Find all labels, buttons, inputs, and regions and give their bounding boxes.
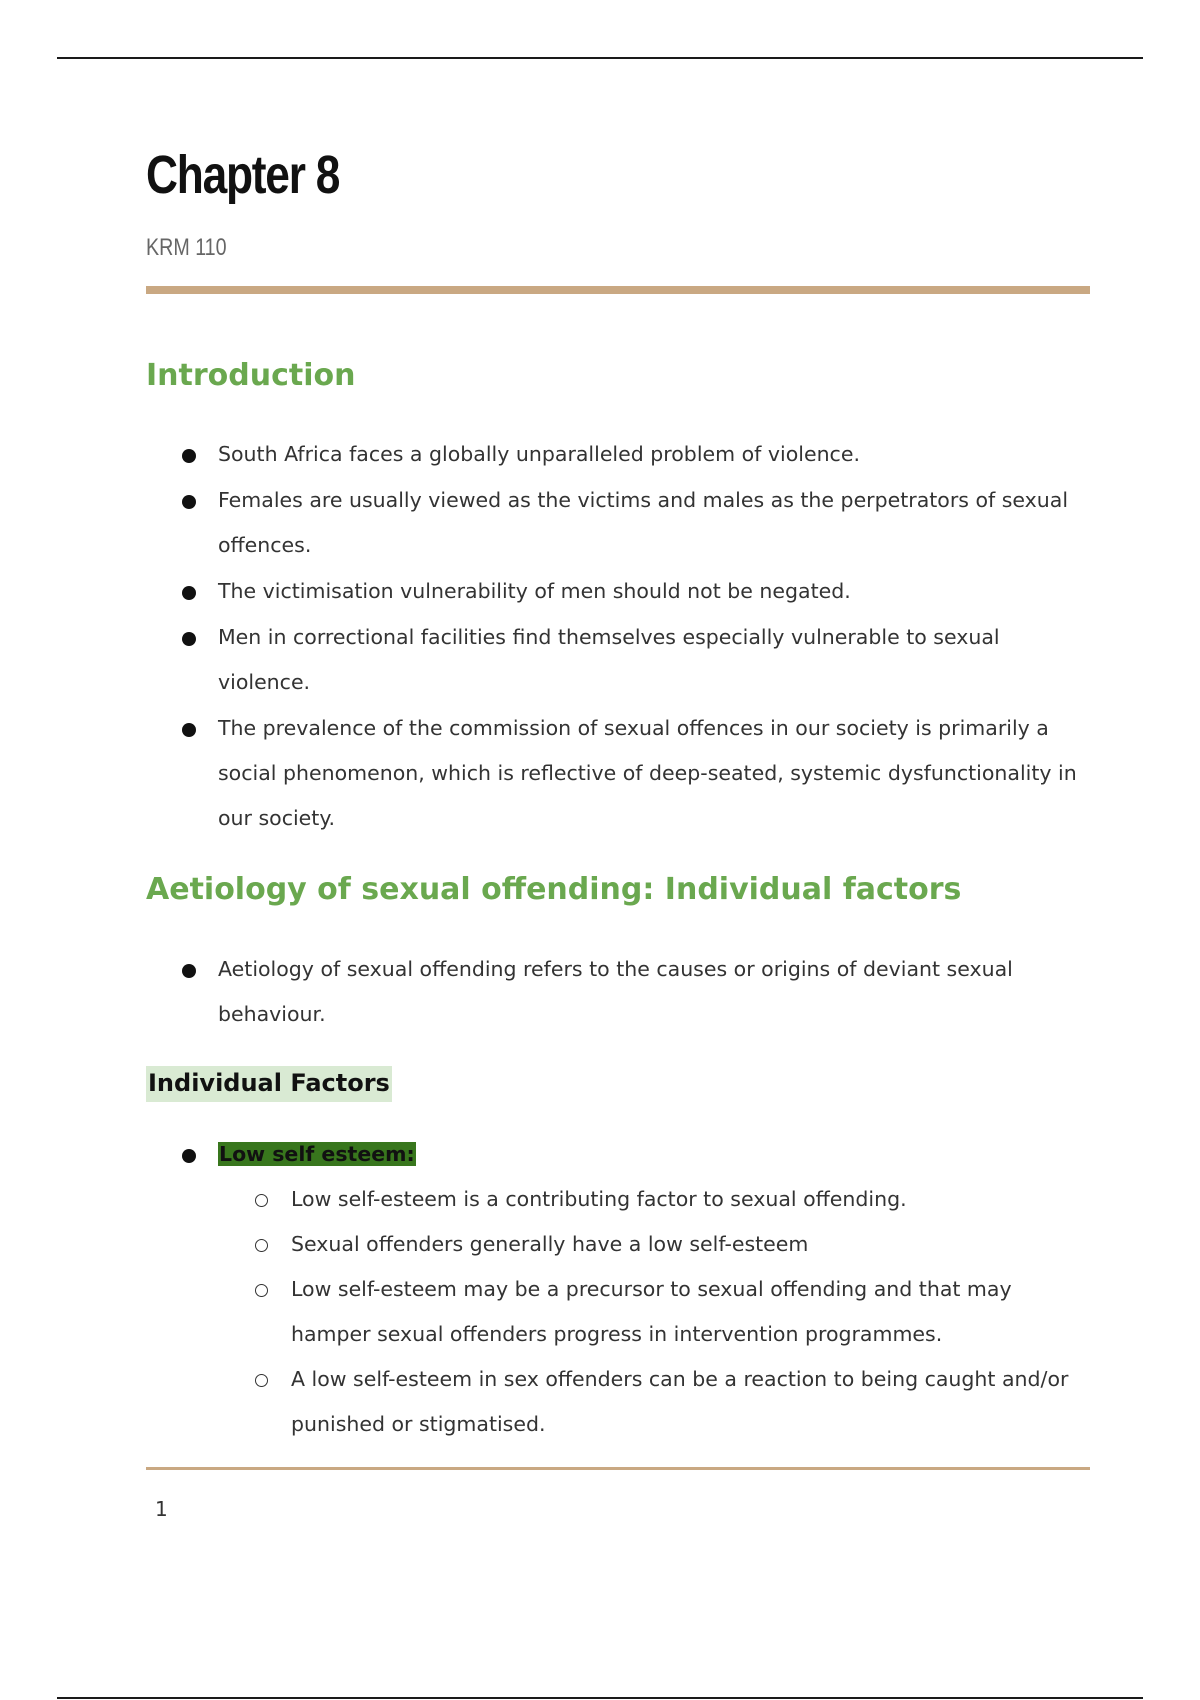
list-item-text: South Africa faces a globally unparalleled problem of violence. (218, 442, 860, 466)
sub-list-item-text: Low self-esteem may be a precursor to sexual offending and that may hamper sexual offenders progress in intervention programmes. (291, 1277, 1012, 1346)
bullet-icon (182, 632, 196, 646)
sub-list-item (291, 1177, 1090, 1222)
section-heading-introduction: Introduction (146, 358, 356, 393)
bullet-icon (182, 495, 196, 509)
bullet-icon (182, 449, 196, 463)
list-item-text: Females are usually viewed as the victims and males as the perpetrators of sexual offences. (218, 488, 1069, 557)
list-item (218, 706, 1090, 841)
list-item-text: The victimisation vulnerability of men should not be negated. (218, 579, 851, 603)
bullet-icon (182, 723, 196, 737)
list-item (218, 478, 1090, 568)
document-subtitle: KRM 110 (146, 234, 227, 261)
sub-list-item (291, 1267, 1090, 1357)
list-item (218, 615, 1090, 705)
list-item (218, 947, 1090, 1037)
sub-list-item-text: Low self-esteem is a contributing factor to sexual offending. (291, 1187, 907, 1211)
document-title: Chapter 8 (146, 145, 340, 205)
list-item (218, 569, 1090, 614)
page-number: 1 (155, 1497, 168, 1521)
page-bottom-border (57, 1697, 1143, 1699)
subheading-individual-factors: Individual Factors (146, 1066, 392, 1102)
list-item-text: Aetiology of sexual offending refers to the causes or origins of deviant sexual behaviour. (218, 957, 1013, 1026)
low-self-esteem-sublist (218, 1177, 1090, 1447)
sub-list-item-text: Sexual offenders generally have a low self-esteem (291, 1232, 809, 1256)
sub-list-item (291, 1357, 1090, 1447)
list-item (218, 1132, 1090, 1447)
bullet-icon (182, 964, 196, 978)
section-heading-aetiology: Aetiology of sexual offending: Individual factors (146, 872, 962, 907)
introduction-list (218, 432, 1090, 842)
sub-list-item (291, 1222, 1090, 1267)
highlighted-term-low-self-esteem: Low self esteem: (219, 1142, 415, 1166)
individual-factors-list (218, 1132, 1090, 1447)
list-item-text: Men in correctional facilities find themselves especially vulnerable to sexual violence. (218, 625, 1000, 694)
bullet-icon (182, 1149, 196, 1163)
footer-divider (146, 1467, 1090, 1470)
title-divider (146, 286, 1090, 294)
circle-bullet-icon (255, 1284, 268, 1297)
aetiology-list (218, 947, 1090, 1037)
circle-bullet-icon (255, 1194, 268, 1207)
sub-list-item-text: A low self-esteem in sex offenders can be a reaction to being caught and/or punished or stigmatised. (291, 1367, 1069, 1436)
page-top-border (57, 57, 1143, 59)
circle-bullet-icon (255, 1239, 268, 1252)
list-item (218, 432, 1090, 477)
list-item-text: The prevalence of the commission of sexual offences in our society is primarily a social phenomenon, which is reflective of deep-seated, systemic dysfunctionality in our society. (218, 716, 1077, 830)
bullet-icon (182, 586, 196, 600)
circle-bullet-icon (255, 1374, 268, 1387)
